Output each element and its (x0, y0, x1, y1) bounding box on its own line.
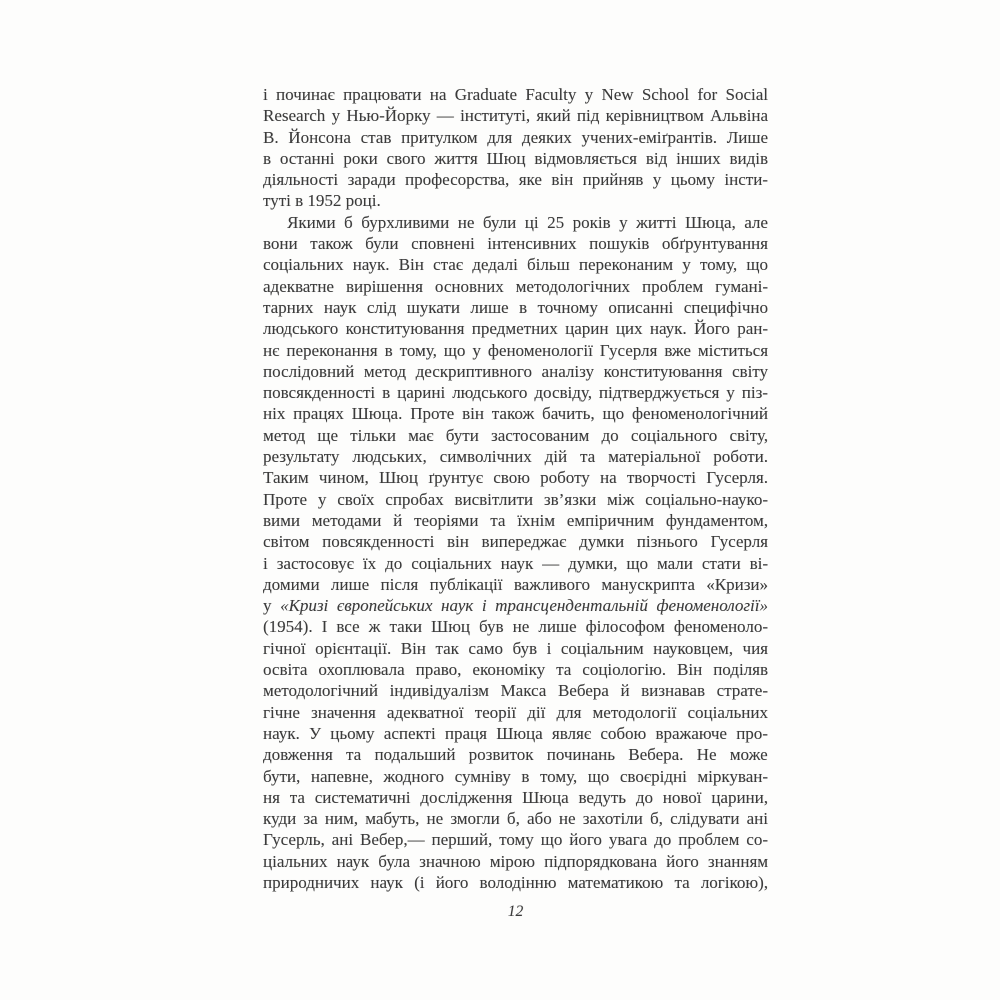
plain-text: адекватне вирішення основних методологічних проблем гумані- (263, 276, 769, 296)
plain-text: в останні роки свого життя Шюц відмовляється від інших видів (263, 148, 768, 168)
plain-text: методологічний індивідуалізм Макса Вебера й визнавав страте- (263, 681, 769, 701)
plain-text: вони також були сповнені інтенсивних пошуків обґрунтування (263, 234, 768, 254)
text-line (263, 808, 768, 829)
paragraph (263, 84, 768, 212)
text-line (263, 574, 768, 595)
plain-text: ня та систематичні дослідження Шюца ведуть до нової царини, (263, 787, 769, 807)
text-line (263, 403, 768, 424)
plain-text: гічної орієнтації. Він так само був і соціальним науковцем, чия (263, 638, 768, 658)
text-line (263, 127, 768, 148)
plain-text: вими методами й теоріями та їхнім емпіричним фундаментом, (263, 510, 769, 530)
text-line (263, 787, 768, 808)
plain-text: діяльності заради професорства, яке він прийняв у цьому інсти- (263, 170, 768, 190)
text-line (263, 553, 768, 574)
plain-text: у (263, 596, 281, 616)
plain-text: (1954). І все ж таки Шюц був не лише філософом феноменоло- (263, 617, 768, 637)
text-line (263, 276, 768, 297)
plain-text: Якими б бурхливими не були ці 25 років у житті Шюца, але (287, 212, 768, 232)
text-line (263, 382, 768, 403)
text-line (263, 425, 768, 446)
plain-text: ціальних наук була значною мірою підпорядкована його знанням (263, 851, 769, 871)
text-line (263, 105, 768, 126)
plain-text: туті в 1952 році. (263, 191, 381, 211)
plain-text: довження та подальший розвиток починань Вебера. Не може (263, 745, 768, 765)
plain-text: куди за ним, мабуть, не змогли б, або не захотіли б, слідувати ані (263, 809, 768, 829)
plain-text: тарних наук слід шукати лише в точному описанні специфічно (263, 297, 768, 317)
text-line (263, 510, 768, 531)
plain-text: домими лише після публікації важливого манускрипта «Кризи» (263, 574, 769, 594)
text-line (263, 851, 768, 872)
plain-text: ніх працях Шюца. Проте він також бачить, що феноменологічний (263, 404, 768, 424)
plain-text: Research у Нью-Йорку — інституті, який під керівництвом Альвіна (263, 106, 768, 126)
plain-text: результату людських, символічних дій та матеріальної роботи. (263, 447, 769, 467)
plain-text: нє переконання в тому, що у феноменології Гусерля вже міститься (263, 340, 769, 360)
text-line (263, 340, 768, 361)
text-line (263, 616, 768, 637)
text-line (263, 595, 768, 616)
plain-text: бути, напевне, жодного сумніву в тому, що своєрідні міркуван- (263, 766, 769, 786)
plain-text: і починає працювати на Graduate Faculty у New School for Social (263, 85, 769, 104)
plain-text: наук. У цьому аспекті праця Шюца являє собою вражаюче про- (263, 723, 768, 743)
text-line (263, 148, 768, 169)
text-line (263, 702, 768, 723)
plain-text: гічне значення адекватної теорії дії для методології соціальних (263, 702, 768, 722)
text-line (263, 169, 768, 190)
text-line (263, 872, 768, 893)
text-line (263, 318, 768, 339)
plain-text: повсякденності в царині людського досвіду, підтверджується у піз- (263, 383, 768, 403)
paragraph (263, 212, 768, 894)
text-line (263, 297, 768, 318)
plain-text: людського конституювання предметних царин цих наук. Його ран- (263, 319, 769, 339)
text-line (263, 744, 768, 765)
plain-text: метод ще тільки має бути застосованим до соціального світу, (263, 425, 769, 445)
plain-text: Таким чином, Шюц ґрунтує свою роботу на творчості Гусерля. (263, 468, 769, 488)
plain-text: Гусерль, ані Вебер,— перший, тому що його увага до проблем со- (263, 830, 768, 850)
text-line (263, 638, 768, 659)
text-line (263, 233, 768, 254)
plain-text: і застосовує їх до соціальних наук — думки, що мали стати ві- (263, 553, 769, 573)
plain-text: послідовний метод дескриптивного аналізу конституювання світу (263, 361, 769, 381)
plain-text: освіта охоплювала право, економіку та соціологію. Він поділяв (263, 660, 769, 680)
text-line (263, 84, 768, 105)
text-line (263, 489, 768, 510)
text-line (263, 766, 768, 787)
italic-text: «Кризі європейських наук і трансцендентальній феноменології» (280, 596, 768, 616)
plain-text: Проте у своїх спробах висвітлити зв’язки між соціально-науко- (263, 489, 769, 509)
text-line (263, 829, 768, 850)
text-line (263, 723, 768, 744)
plain-text: соціальних наук. Він стає дедалі більш переконаним у тому, що (263, 255, 768, 275)
text-line (263, 212, 768, 233)
text-line (263, 446, 768, 467)
page-body-text (263, 84, 768, 893)
plain-text: природничих наук (і його володінню математикою та логікою), (263, 872, 769, 892)
plain-text: В. Йонсона став притулком для деяких учених-еміґрантів. Лише (263, 127, 769, 147)
page-number: 12 (507, 903, 524, 920)
text-line (263, 531, 768, 552)
text-line (263, 467, 768, 488)
text-line (263, 680, 768, 701)
text-line (263, 659, 768, 680)
text-line (263, 361, 768, 382)
text-line (263, 254, 768, 275)
text-line (263, 190, 768, 211)
plain-text: світом повсякденності він випереджає думки пізнього Гусерля (263, 532, 769, 552)
